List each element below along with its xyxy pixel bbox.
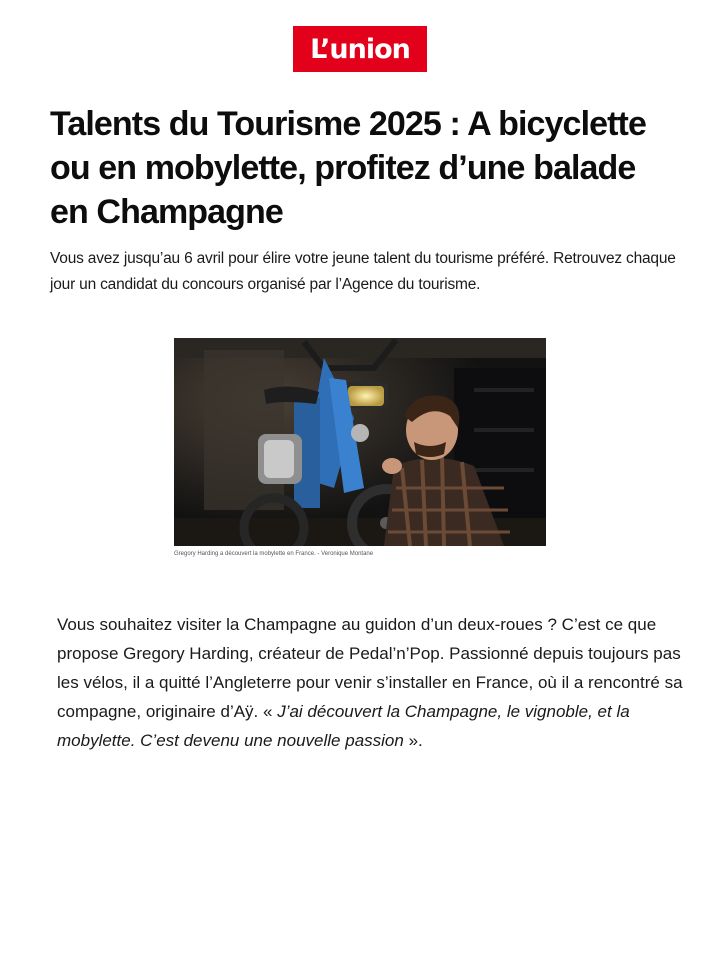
body-text-intro: Vous souhaitez visiter la Champagne au guidon d’un deux-roues ? C’est ce que propose Gregory Harding, créateur de Pedal’n’Pop. Passionné depuis toujours pas les vélos, il a quitté l’Angleterre pour venir s’installer en France, où il a rencontré sa compagne, originaire d’Aÿ. « xyxy=(57,615,683,721)
body-quote: J’ai découvert la Champagne, le vignoble, et la mobylette. C’est devenu une nouvelle passion xyxy=(57,702,630,750)
brand-logo[interactable] xyxy=(293,26,427,72)
article-body-paragraph xyxy=(57,610,697,755)
body-text-outro: ». xyxy=(403,731,423,750)
article-chapo: Vous avez jusqu’au 6 avril pour élire votre jeune talent du tourisme préféré. Retrouvez chaque jour un candidat du concours organisé par l’Agence du tourisme. xyxy=(50,250,676,293)
article-photo-illustration xyxy=(174,338,546,546)
article-photo xyxy=(174,338,546,546)
article-headline: Talents du Tourisme 2025 : A bicyclette ou en mobylette, profitez d’une balade en Champagne xyxy=(50,105,646,231)
brand-logo-text: L’union xyxy=(310,33,410,65)
photo-caption: Gregory Harding a découvert la mobylette en France. - Veronique Montane xyxy=(174,551,374,557)
